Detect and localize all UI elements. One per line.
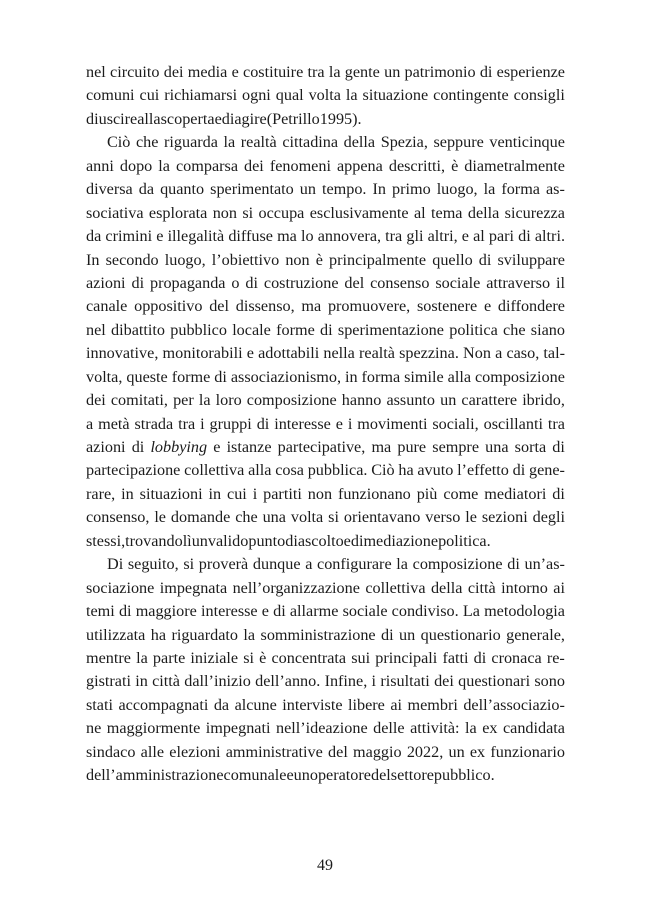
text-line: stati accompagnati da alcune interviste libere ai membri dell’associazio- bbox=[86, 695, 565, 714]
text-line: ne maggiormente impegnati nell’ideazione delle attività: la ex candidata bbox=[86, 719, 565, 738]
text-line: canale oppositivo del dissenso, ma promuovere, sostenere e diffondere bbox=[86, 297, 565, 316]
text-line: dell’amministrazione comunale e un operatore del settore pubblico. bbox=[86, 766, 495, 785]
text-line: da crimini e illegalità diffuse ma lo annovera, tra gli altri, e al pari di altri. bbox=[86, 227, 565, 246]
paragraph bbox=[86, 553, 565, 787]
text-line: nel dibattito pubblico locale forme di sperimentazione politica che siano bbox=[86, 320, 565, 339]
text-line: sindaco alle elezioni amministrative del maggio 2022, un ex funzionario bbox=[86, 742, 565, 761]
text-line: utilizzata ha riguardato la somministrazione di un questionario generale, bbox=[86, 625, 565, 644]
text-line: azioni di lobbying e istanze partecipative, ma pure sempre una sorta di bbox=[86, 438, 565, 456]
text-line: dei comitati, per la loro composizione hanno assunto un carattere ibrido, bbox=[86, 391, 565, 410]
text-line: mentre la parte iniziale si è concentrata sui principali fatti di cronaca re- bbox=[86, 648, 565, 667]
text-line: nel circuito dei media e costituire tra la gente un patrimonio di esperienze bbox=[86, 63, 565, 81]
page-body bbox=[86, 61, 565, 788]
text-line: azioni di propaganda o di costruzione del consenso sociale attraverso il bbox=[86, 273, 565, 292]
text-line: gistrati in città dall’inizio dell’anno. Infine, i risultati dei questionari sono bbox=[86, 672, 565, 691]
text-line: anni dopo la comparsa dei fenomeni appena descritti, è diametralmente bbox=[86, 156, 565, 175]
text-line: sociativa esplorata non si occupa esclusivamente al tema della sicurezza bbox=[86, 203, 565, 222]
text-line: stessi, trovando lì un valido punto di ascolto e di mediazione politica. bbox=[86, 531, 491, 550]
text-line: Di seguito, si proverà dunque a configurare la composizione di un’as- bbox=[107, 555, 565, 574]
text-line: partecipazione collettiva alla cosa pubblica. Ciò ha avuto l’effetto di gene- bbox=[86, 461, 565, 480]
text-line: innovative, monitorabili e adottabili nella realtà spezzina. Non a caso, tal- bbox=[86, 344, 565, 363]
paragraph bbox=[86, 61, 565, 131]
text-line: consenso, le domande che una volta si orientavano verso le sezioni degli bbox=[86, 508, 565, 527]
text-line: a metà strada tra i gruppi di interesse e i movimenti sociali, oscillanti tra bbox=[86, 414, 565, 433]
text-line: Ciò che riguarda la realtà cittadina della Spezia, seppure venticinque bbox=[107, 133, 565, 152]
text-line: sociazione impegnata nell’organizzazione collettiva della città intorno ai bbox=[86, 578, 565, 597]
text-line: diversa da quanto sperimentato un tempo. In primo luogo, la forma as- bbox=[86, 180, 565, 199]
page-number: 49 bbox=[317, 857, 333, 874]
paragraph bbox=[86, 131, 565, 553]
text-line: comuni cui richiamarsi ogni qual volta la situazione contingente consigli bbox=[86, 86, 565, 105]
text-line: di uscire alla scoperta e di agire (Petrillo 1995). bbox=[86, 109, 362, 128]
text-line: volta, queste forme di associazionismo, in forma simile alla composizione bbox=[86, 367, 565, 386]
text-line: In secondo luogo, l’obiettivo non è principalmente quello di sviluppare bbox=[86, 250, 565, 269]
text-line: temi di maggiore interesse e di allarme sociale condiviso. La metodologia bbox=[86, 602, 565, 621]
text-line: rare, in situazioni in cui i partiti non funzionano più come mediatori di bbox=[86, 484, 565, 503]
